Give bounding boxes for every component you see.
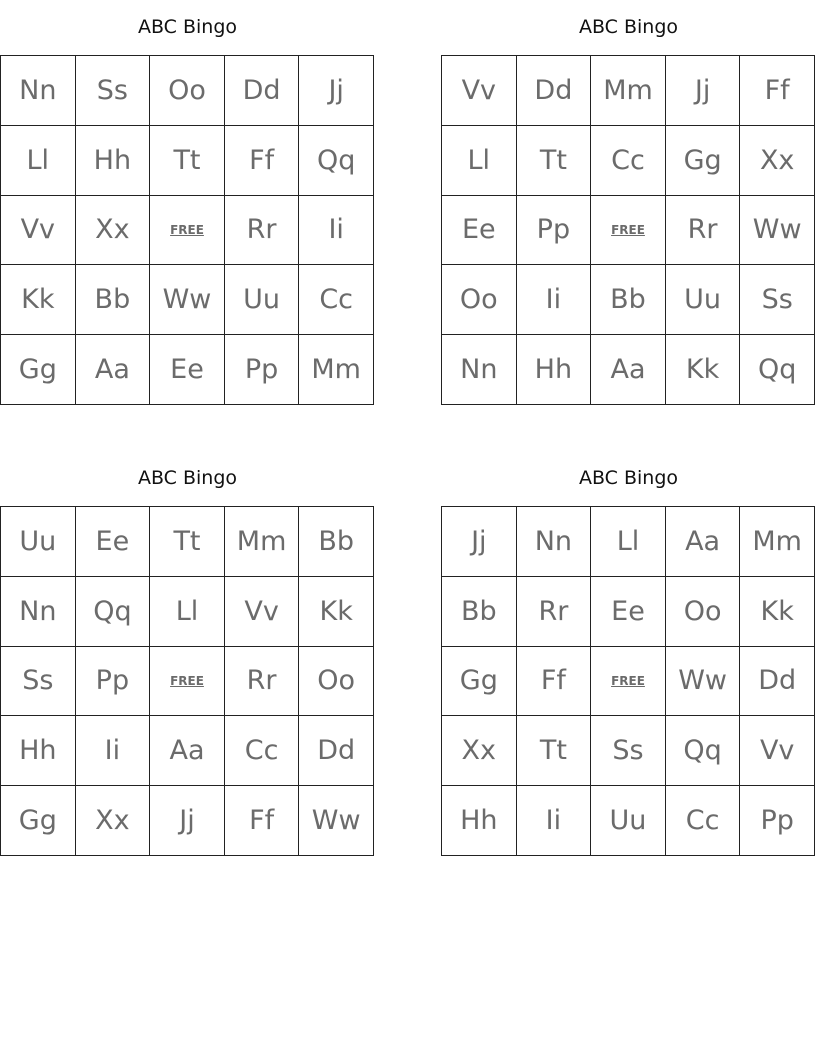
bingo-cell: Rr <box>225 196 300 266</box>
bingo-cell: Qq <box>299 126 374 196</box>
bingo-cell: Ff <box>517 647 592 717</box>
bingo-cell: Bb <box>299 507 374 577</box>
bingo-cell: Tt <box>517 126 592 196</box>
bingo-cell: Ll <box>1 126 76 196</box>
bingo-cell: Oo <box>299 647 374 717</box>
bingo-cell: Xx <box>76 786 151 856</box>
bingo-cell: Xx <box>442 716 517 786</box>
free-space-cell: FREE <box>150 647 225 717</box>
bingo-cell: Pp <box>517 196 592 266</box>
bingo-cell: Kk <box>740 577 815 647</box>
bingo-cell: Qq <box>76 577 151 647</box>
bingo-grid <box>441 55 815 405</box>
bingo-cell: Xx <box>740 126 815 196</box>
bingo-cell: Jj <box>442 507 517 577</box>
bingo-cell: Ee <box>150 335 225 405</box>
bingo-cell: Jj <box>666 56 741 126</box>
bingo-cell: Dd <box>740 647 815 717</box>
bingo-cell: Uu <box>1 507 76 577</box>
card-title: ABC Bingo <box>578 16 679 38</box>
bingo-cell: Hh <box>1 716 76 786</box>
bingo-cell: Pp <box>740 786 815 856</box>
bingo-cell: Tt <box>150 507 225 577</box>
bingo-cell: Oo <box>442 265 517 335</box>
bingo-cell: Gg <box>1 335 76 405</box>
bingo-cell: Dd <box>225 56 300 126</box>
bingo-cell: Gg <box>442 647 517 717</box>
bingo-cell: Rr <box>666 196 741 266</box>
bingo-grid <box>441 506 815 856</box>
bingo-cell: Ee <box>76 507 151 577</box>
bingo-cell: Ff <box>740 56 815 126</box>
bingo-cell: Pp <box>76 647 151 717</box>
bingo-cell: Gg <box>666 126 741 196</box>
bingo-cell: Rr <box>225 647 300 717</box>
bingo-cell: Mm <box>740 507 815 577</box>
bingo-cell: Nn <box>517 507 592 577</box>
bingo-cell: Mm <box>591 56 666 126</box>
bingo-cell: Bb <box>442 577 517 647</box>
bingo-cell: Ii <box>76 716 151 786</box>
bingo-cell: Hh <box>76 126 151 196</box>
bingo-cell: Nn <box>442 335 517 405</box>
bingo-cell: Oo <box>150 56 225 126</box>
bingo-cell: Ll <box>442 126 517 196</box>
bingo-cell: Ii <box>517 786 592 856</box>
bingo-cell: Ii <box>517 265 592 335</box>
bingo-cell: Cc <box>666 786 741 856</box>
bingo-cell: Kk <box>1 265 76 335</box>
bingo-cell: Uu <box>666 265 741 335</box>
free-space-cell: FREE <box>591 196 666 266</box>
bingo-cell: Xx <box>76 196 151 266</box>
bingo-cell: Vv <box>1 196 76 266</box>
card-title: ABC Bingo <box>137 467 238 489</box>
bingo-cell: Bb <box>76 265 151 335</box>
bingo-cell: Uu <box>591 786 666 856</box>
bingo-cell: Ww <box>299 786 374 856</box>
bingo-cell: Cc <box>591 126 666 196</box>
bingo-cell: Qq <box>666 716 741 786</box>
bingo-cell: Dd <box>299 716 374 786</box>
bingo-cell: Ee <box>442 196 517 266</box>
bingo-cell: Ss <box>591 716 666 786</box>
bingo-cell: Ss <box>740 265 815 335</box>
bingo-cell: Ww <box>150 265 225 335</box>
bingo-cell: Vv <box>442 56 517 126</box>
bingo-grid <box>0 506 374 856</box>
bingo-cell: Hh <box>442 786 517 856</box>
bingo-cell: Gg <box>1 786 76 856</box>
bingo-cell: Aa <box>666 507 741 577</box>
bingo-cell: Nn <box>1 577 76 647</box>
bingo-cell: Vv <box>740 716 815 786</box>
bingo-cell: Bb <box>591 265 666 335</box>
bingo-cell: Rr <box>517 577 592 647</box>
bingo-cell: Ww <box>666 647 741 717</box>
bingo-cell: Aa <box>591 335 666 405</box>
bingo-cell: Ww <box>740 196 815 266</box>
bingo-cell: Nn <box>1 56 76 126</box>
card-title: ABC Bingo <box>578 467 679 489</box>
bingo-cell: Ff <box>225 126 300 196</box>
bingo-cell: Ll <box>150 577 225 647</box>
bingo-cell: Mm <box>225 507 300 577</box>
free-space-cell: FREE <box>591 647 666 717</box>
bingo-cell: Ll <box>591 507 666 577</box>
bingo-cell: Cc <box>299 265 374 335</box>
card-title: ABC Bingo <box>137 16 238 38</box>
bingo-cell: Ff <box>225 786 300 856</box>
bingo-cell: Tt <box>517 716 592 786</box>
bingo-cell: Cc <box>225 716 300 786</box>
bingo-cell: Tt <box>150 126 225 196</box>
bingo-cell: Pp <box>225 335 300 405</box>
bingo-cell: Kk <box>666 335 741 405</box>
bingo-cell: Jj <box>299 56 374 126</box>
bingo-cell: Hh <box>517 335 592 405</box>
bingo-cell: Kk <box>299 577 374 647</box>
bingo-cell: Oo <box>666 577 741 647</box>
bingo-cell: Ss <box>1 647 76 717</box>
bingo-cell: Ee <box>591 577 666 647</box>
bingo-grid <box>0 55 374 405</box>
bingo-cell: Uu <box>225 265 300 335</box>
bingo-cell: Ii <box>299 196 374 266</box>
bingo-cell: Mm <box>299 335 374 405</box>
bingo-cell: Dd <box>517 56 592 126</box>
free-space-cell: FREE <box>150 196 225 266</box>
bingo-cell: Ss <box>76 56 151 126</box>
bingo-cell: Vv <box>225 577 300 647</box>
bingo-cell: Jj <box>150 786 225 856</box>
bingo-cell: Aa <box>150 716 225 786</box>
bingo-cell: Aa <box>76 335 151 405</box>
bingo-cell: Qq <box>740 335 815 405</box>
